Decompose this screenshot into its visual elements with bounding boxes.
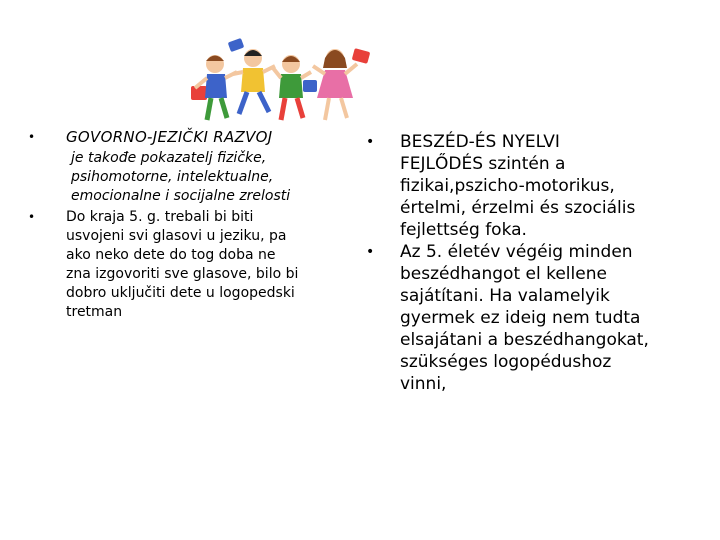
text-line: gyermek ez ideig nem tudta — [400, 308, 641, 328]
text-line: ako neko dete do tog doba ne — [66, 247, 276, 263]
list-item — [24, 208, 364, 322]
list-item — [364, 131, 694, 241]
left-column — [24, 128, 364, 322]
list-item — [364, 241, 694, 395]
child-figure — [228, 38, 275, 114]
child-figure — [313, 48, 370, 120]
child-figure — [191, 55, 237, 120]
text-line: zna izgovoriti sve glasove, bilo bi — [66, 266, 299, 282]
text-line: fizikai,pszicho-motorikus, — [400, 176, 615, 196]
text-line: usvojeni svi glasovi u jeziku, pa — [66, 228, 287, 244]
text-line: beszédhangot el kellene — [400, 264, 607, 284]
list-item — [24, 128, 364, 206]
child-figure — [273, 55, 317, 120]
left-heading: GOVORNO-JEZIČKI RAZVOJ — [66, 128, 273, 146]
text-line: Do kraja 5. g. trebali bi biti — [66, 209, 254, 225]
text-line: értelmi, érzelmi és szociális — [400, 198, 636, 218]
text-line: dobro uključiti dete u logopedski — [66, 285, 295, 301]
text-line: vinni, — [400, 374, 447, 394]
text-line: szükséges logopédushoz — [400, 352, 612, 372]
text-line: sajátítani. Ha valamelyik — [400, 286, 610, 306]
text-line: psihomotorne, intelektualne, — [71, 169, 274, 185]
text-line: tretman — [66, 304, 123, 320]
text-line: Az 5. életév végéig minden — [400, 242, 633, 262]
bullet: • — [28, 130, 36, 144]
text-line: je takođe pokazatelj fizičke, — [71, 150, 267, 166]
text-line: emocionalne i socijalne zrelosti — [71, 188, 291, 204]
text-line: fejlettség foka. — [400, 220, 527, 240]
bullet: • — [366, 134, 375, 150]
text-line: FEJLŐDÉS szintén a — [400, 154, 566, 174]
right-column — [364, 131, 694, 395]
bullet: • — [28, 210, 36, 224]
bullet: • — [366, 244, 375, 260]
text-line: elsajátani a beszédhangokat, — [400, 330, 649, 350]
children-illustration — [185, 28, 380, 128]
text-line: BESZÉD-ÉS NYELVI — [400, 132, 560, 152]
left-subtitle — [66, 149, 364, 206]
